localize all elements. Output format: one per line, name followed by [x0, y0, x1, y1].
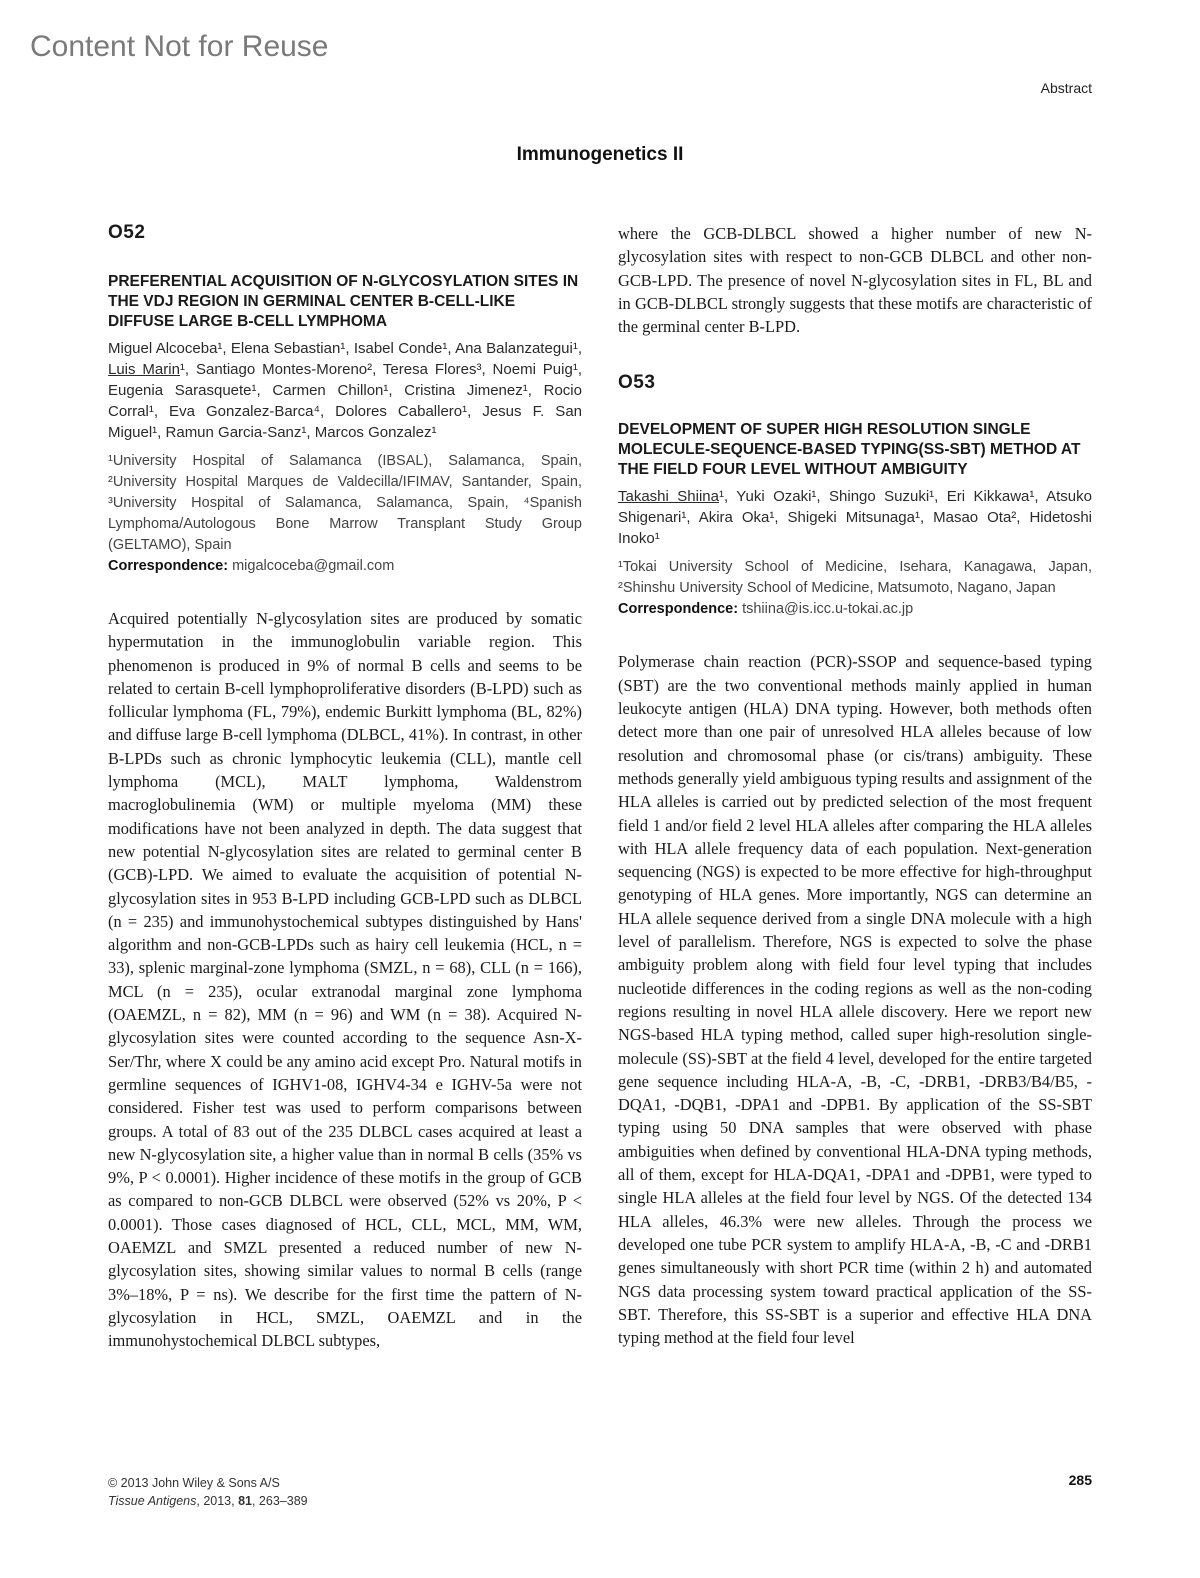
affiliations: ¹Tokai University School of Medicine, Isehara, Kanagawa, Japan, ²Shinshu University School of Medicine, Matsumoto, Nagano, Japan [618, 559, 1092, 597]
abstract-body: Polymerase chain reaction (PCR)-SSOP and sequence-based typing (SBT) are the two conventional methods mainly applied in human leukocyte antigen (HLA) DNA typing. However, both methods often detect more than one pair of unresolved HLA alleles because of low resolution and chromosomal phase (or cis/trans) ambiguity. These methods generally yield ambiguous typing results and assignment of the HLA alleles is carried out by predicted selection of the most frequent field 1 and/or field 2 level HLA alleles after comparing the HLA alleles with HLA allele frequency data of each population. Next-generation sequencing (NGS) is expected to be more effective for high-throughput genotyping of HLA genes. More importantly, NGS can determine an HLA allele sequence derived from a single DNA molecule with a high level of parallelism. Therefore, NGS is expected to solve the phase ambiguity problem along with field four level typing that includes nucleotide differences in the coding regions as well as the non-coding regions resulting in novel HLA allele discovery. Here we report new NGS-based HLA typing method, called super high-resolution single-molecule (SS)-SBT at the field 4 level, developed for the entire targeted gene sequence including HLA-A, -B, -C, -DRB1, -DRB3/B4/B5, -DQA1, -DQB1, -DPA1 and -DPB1. By application of the SS-SBT typing using 50 DNA samples that were observed with phase ambiguities when defined by conventional HLA-DNA typing methods, all of them, except for HLA-DQA1, -DPA1 and -DPB1, were typed to single HLA alleles at the field four level by NGS. Of the detected 134 HLA alleles, 46.3% were new alleles. Through the process we developed one tube PCR system to amplify HLA-A, -B, -C and -DRB1 genes simultaneously with short PCR time (within 2 h) and automated NGS data processing system toward practical application of the SS-SBT. Therefore, this SS-SBT is a superior and effective HLA DNA typing method at the field four level [618, 652, 1092, 1348]
journal-citation [108, 1492, 308, 1510]
session-title: Immunogenetics II [516, 144, 684, 165]
volume: 81 [238, 1494, 252, 1508]
left-column [108, 222, 582, 1353]
author-list [108, 338, 582, 443]
correspondence-label: Correspondence: [108, 558, 229, 574]
correspondence-email[interactable]: migalcoceba@gmail.com [232, 558, 395, 574]
abstract-id: O53 [618, 372, 656, 394]
author-list-rest: ¹, Santiago Montes-Moreno², Teresa Flores³, Noemi Puig¹, Eugenia Sarasquete¹, Carmen Chillon¹, Cristina Jimenez¹, Rocio Corral¹, Eva Gonzalez-Barca⁴, Dolores Caballero¹, Jesus F. San Miguel¹, Ramun Garcia-Sanz¹, Marcos Gonzalez¹ [108, 361, 582, 441]
author-list-rest: ¹, Yuki Ozaki¹, Shingo Suzuki¹, Eri Kikkawa¹, Atsuko Shigenari¹, Akira Oka¹, Shigeki Mitsunaga¹, Masao Ota², Hidetoshi Inoko¹ [618, 488, 1092, 548]
page-number: 285 [1068, 1472, 1092, 1488]
section-label: Abstract [1040, 80, 1092, 96]
abstract-body-continued: where the GCB-DLBCL showed a higher number of new N-glycosylation sites with respect to non-GCB DLBCL and other non-GCB-LPD. The presence of novel N-glycosylation sites in FL, BL and in GCB-DLBCL strongly suggests that these motifs are characteristic of the germinal center B-LPD. [618, 224, 1092, 337]
copyright: © 2013 John Wiley & Sons A/S [108, 1476, 280, 1490]
footer-citation [108, 1474, 308, 1510]
page-range: , 263–389 [251, 1494, 308, 1508]
abstract-title: PREFERENTIAL ACQUISITION OF N-GLYCOSYLATION SITES IN THE VDJ REGION IN GERMINAL CENTER B-CELL-LIKE DIFFUSE LARGE B-CELL LYMPHOMA [108, 273, 579, 330]
correspondence [618, 599, 1092, 620]
presenting-author: Luis Marin [108, 361, 180, 378]
watermark: Content Not for Reuse [30, 30, 329, 63]
right-column [618, 222, 1092, 1349]
citation-year: , 2013, [196, 1494, 239, 1508]
correspondence-label: Correspondence: [618, 601, 739, 618]
abstract-title: DEVELOPMENT OF SUPER HIGH RESOLUTION SINGLE MOLECULE-SEQUENCE-BASED TYPING(SS-SBT) METHOD AT THE FIELD FOUR LEVEL WITHOUT AMBIGUITY [618, 421, 1081, 479]
presenting-author: Takashi Shiina [618, 488, 719, 506]
author-list-start: Miguel Alcoceba¹, Elena Sebastian¹, Isabel Conde¹, Ana Balanzategui¹, [108, 340, 582, 357]
correspondence [108, 556, 582, 577]
correspondence-email[interactable]: tshiina@is.icc.u-tokai.ac.jp [742, 601, 914, 618]
abstract-id: O52 [108, 222, 146, 243]
journal-name: Tissue Antigens [108, 1494, 197, 1508]
abstract-body: Acquired potentially N-glycosylation sites are produced by somatic hypermutation in the immunoglobulin variable region. This phenomenon is produced in 9% of normal B cells and seems to be related to certain B-cell lymphoproliferative disorders (B-LPD) such as follicular lymphoma (FL, 79%), endemic Burkitt lymphoma (BL, 82%) and diffuse large B-cell lymphoma (DLBCL, 41%). In contrast, in other B-LPDs such as chronic lymphocytic leukemia (CLL), mantle cell lymphoma (MCL), MALT lymphoma, Waldenstrom macroglobulinemia (WM) or multiple myeloma (MM) these modifications have not been analyzed in depth. The data suggest that new potential N-glycosylation sites are related to germinal center B (GCB)-LPD. We aimed to evaluate the acquisition of potential N-glycosylation sites in 953 B-LPD including GCB-LPD such as DLBCL (n = 235) and immunohystochemical subtypes distinguished by Hans' algorithm and non-GCB-LPDs such as hairy cell leukemia (HCL, n = 33), splenic marginal-zone lymphoma (SMZL, n = 68), CLL (n = 166), MCL (n = 235), ocular extranodal marginal zone lymphoma (OAEMZL, n = 82), MM (n = 96) and WM (n = 38). Acquired N-glycosylation sites were counted according to the sequence Asn-X-Ser/Thr, where X could be any amino acid except Pro. Natural motifs in germline sequences of IGHV1-08, IGHV4-34 e IGHV-5a were not considered. Fisher test was used to perform comparisons between groups. A total of 83 out of the 235 DLBCL cases acquired at least a new N-glycosylation site, a higher value than in normal B cells (35% vs 9%, P < 0.0001). Higher incidence of these motifs in the group of GCB as compared to non-GCB DLBCL were observed (52% vs 20%, P < 0.0001). Those cases diagnosed of HCL, CLL, MCL, MM, WM, OAEMZL and SMZL presented a reduced number of new N-glycosylation sites, showing similar values to normal B cells (range 3%–18%, P = ns). We describe for the first time the pattern of N-glycosylation in HCL, SMZL, OAEMZL and in the immunohystochemical DLBCL subtypes, [108, 609, 582, 1351]
author-list [618, 486, 1092, 549]
affiliations: ¹University Hospital of Salamanca (IBSAL), Salamanca, Spain, ²University Hospital Marques de Valdecilla/IFIMAV, Santander, Spain, ³University Hospital of Salamanca, Salamanca, Spain, ⁴Spanish Lymphoma/Autologous Bone Marrow Transplant Study Group (GELTAMO), Spain [108, 453, 582, 553]
